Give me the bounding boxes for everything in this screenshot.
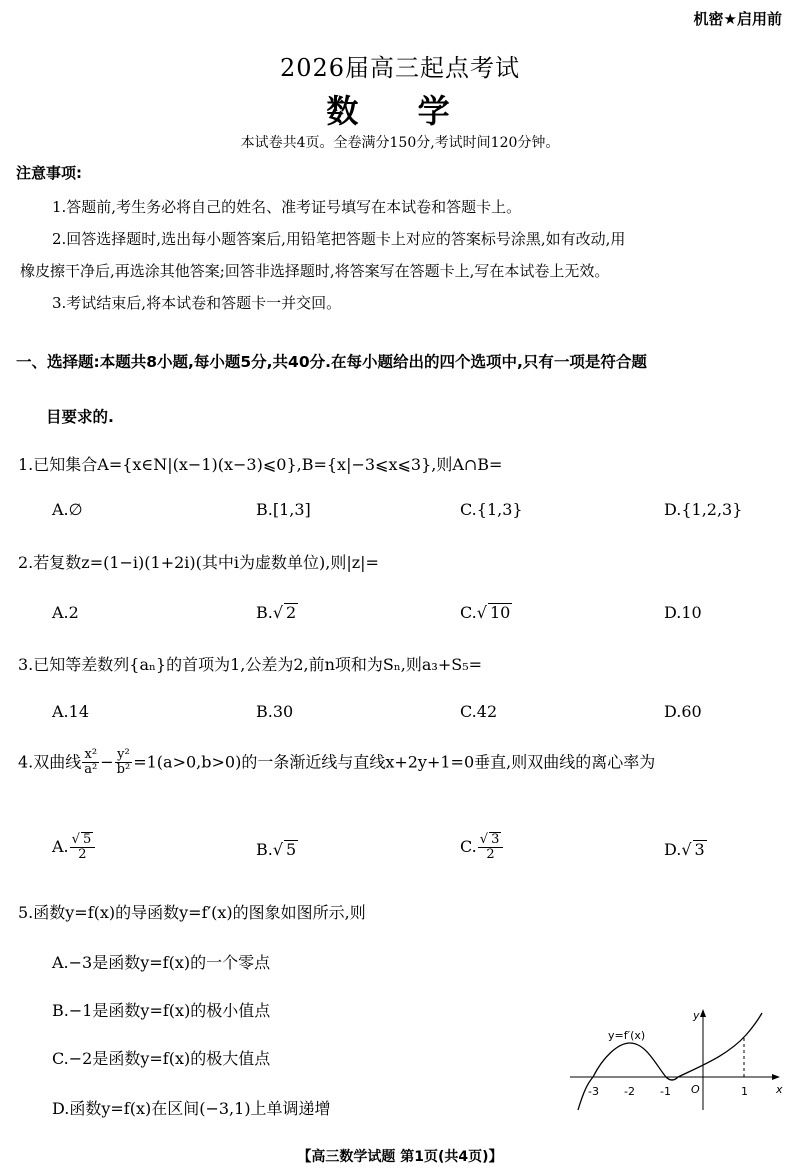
- fraction: [478, 832, 504, 863]
- fraction-denominator: 2: [486, 847, 495, 863]
- radicand: 3: [491, 832, 500, 847]
- derivative-graph: [568, 1005, 788, 1115]
- exam-title: 2026届高三起点考试: [279, 54, 521, 82]
- question-5-option-d: D.函数y=f(x)在区间(−3,1)上单调递增: [52, 1099, 331, 1118]
- question-3-option-c: C.42: [460, 702, 498, 721]
- question-3-stem: 3.已知等差数列{aₙ}的首项为1,公差为2,前n项和为Sₙ,则a₃+S₅=: [18, 655, 483, 674]
- radicand: 10: [489, 603, 511, 622]
- question-4-option-b: B.√ 5: [256, 840, 297, 859]
- notice-item-2: 2.回答选择题时,选出每小题答案后,用铅笔把答题卡上对应的答案标号涂黑,如有改动,用: [52, 230, 626, 248]
- tick-label: -3: [588, 1085, 599, 1098]
- fraction-denominator: a²: [84, 762, 98, 778]
- question-2-option-b: B.√ 2: [256, 603, 297, 622]
- option-letter: A.: [52, 836, 69, 856]
- y-axis-label: y: [693, 1009, 700, 1022]
- notice-item-2-cont: 橡皮擦干净后,再选涂其他答案;回答非选择题时,将答案写在答题卡上,写在本试卷上无效。: [20, 262, 610, 280]
- question-1-option-b: B.[1,3]: [256, 500, 311, 519]
- y-axis-arrow: [700, 1009, 706, 1017]
- tick-label: -1: [660, 1085, 671, 1098]
- fraction-numerator: √ 5: [70, 832, 96, 848]
- origin-label: O: [691, 1083, 700, 1096]
- fraction-numerator: x²: [82, 748, 99, 763]
- option-letter: B.: [256, 603, 273, 622]
- fraction-numerator: y²: [115, 748, 133, 763]
- classified-label: 机密★启用前: [693, 10, 782, 28]
- question-3-option-b: B.30: [256, 702, 294, 721]
- fraction-x2-a2: [82, 748, 99, 778]
- subject-title: 数 学: [326, 92, 474, 130]
- radicand: 5: [82, 832, 92, 847]
- option-letter: C.: [460, 603, 477, 622]
- x-axis-arrow: [772, 1074, 780, 1080]
- question-4-option-d: D.√ 3: [664, 840, 705, 859]
- option-letter: D.: [664, 840, 682, 859]
- fraction-denominator: b²: [116, 762, 131, 778]
- notice-heading: 注意事项:: [16, 164, 82, 182]
- option-letter: C.: [460, 836, 477, 856]
- tick-label: -2: [624, 1085, 635, 1098]
- question-4-option-a: [52, 832, 96, 863]
- page-footer: 【高三数学试题 第1页(共4页)】: [297, 1149, 503, 1165]
- radicand: 5: [286, 840, 297, 859]
- x-axis-label: x: [776, 1083, 783, 1096]
- question-5-option-c: C.−2是函数y=f(x)的极大值点: [52, 1049, 271, 1068]
- section-heading-cont: 目要求的.: [46, 408, 114, 426]
- fraction-numerator: √ 3: [478, 832, 504, 848]
- question-5-stem: 5.函数y=f(x)的导函数y=f′(x)的图象如图所示,则: [18, 903, 366, 922]
- question-2-option-c: C.√ 10: [460, 603, 511, 622]
- question-2-option-a: A.2: [52, 603, 79, 622]
- minus-sign: −: [100, 752, 114, 772]
- question-1-option-c: C.{1,3}: [460, 500, 523, 519]
- exam-info: 本试卷共4页。全卷满分150分,考试时间120分钟。: [240, 135, 560, 151]
- question-3-option-a: A.14: [52, 702, 89, 721]
- fraction-y2-b2: [115, 748, 133, 778]
- question-1-option-d: D.{1,2,3}: [664, 500, 743, 519]
- question-4-stem: [18, 748, 655, 778]
- notice-item-1: 1.答题前,考生务必将自己的姓名、准考证号填写在本试卷和答题卡上。: [52, 198, 522, 216]
- curve-label: y=f′(x): [608, 1029, 646, 1042]
- radicand: 2: [286, 603, 297, 622]
- notice-item-3: 3.考试结束后,将本试卷和答题卡一并交回。: [52, 294, 342, 312]
- question-2-option-d: D.10: [664, 603, 702, 622]
- tick-label: 1: [741, 1085, 748, 1098]
- question-3-option-d: D.60: [664, 702, 702, 721]
- question-5-option-a: A.−3是函数y=f(x)的一个零点: [52, 953, 271, 972]
- stem-suffix: =1(a>0,b>0)的一条渐近线与直线x+2y+1=0垂直,则双曲线的离心率为: [133, 752, 656, 772]
- section-heading: 一、选择题:本题共8小题,每小题5分,共40分.在每小题给出的四个选项中,只有一项是符合题: [16, 353, 647, 371]
- fraction: [70, 832, 96, 863]
- radicand: 3: [694, 840, 705, 859]
- stem-prefix: 4.双曲线: [18, 752, 82, 772]
- question-1-stem: 1.已知集合A={x∈N|(x−1)(x−3)⩽0},B={x|−3⩽x⩽3},则A∩B=: [18, 455, 503, 474]
- question-4-option-c: [460, 832, 504, 863]
- question-2-stem: 2.若复数z=(1−i)(1+2i)(其中i为虚数单位),则|z|=: [18, 553, 379, 572]
- question-1-option-a: A.∅: [52, 500, 83, 519]
- question-5-option-b: B.−1是函数y=f(x)的极小值点: [52, 1001, 271, 1020]
- fraction-denominator: 2: [78, 847, 87, 863]
- option-letter: B.: [256, 840, 273, 859]
